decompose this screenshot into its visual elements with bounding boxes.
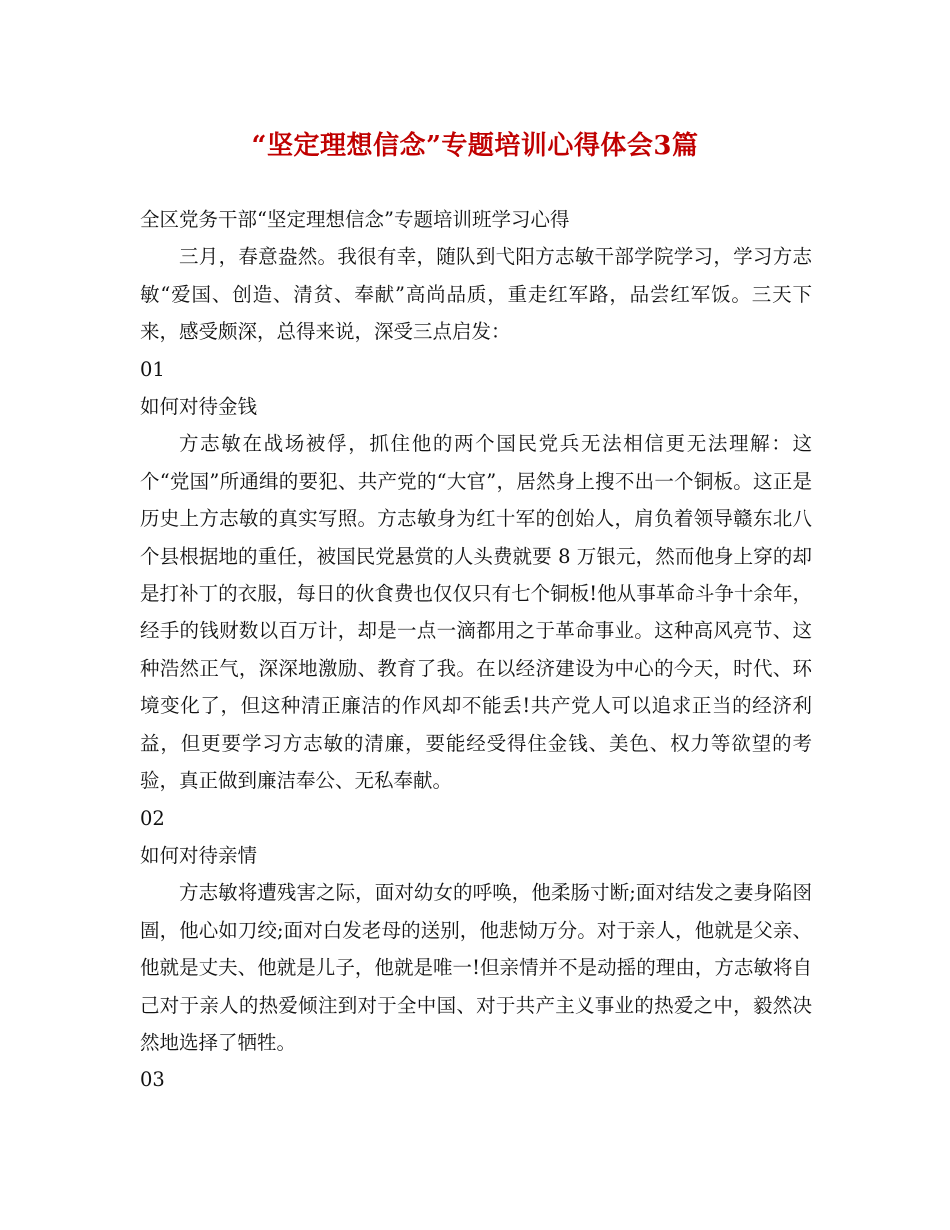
section-heading: 如何对待金钱: [140, 395, 258, 419]
section-number: 03: [140, 1068, 165, 1092]
section-number: 01: [140, 357, 165, 381]
section-heading: 如何对待亲情: [140, 843, 258, 867]
section-paragraph: 方志敏在战场被俘，抓住他的两个国民党兵无法相信更无法理解：这个“党国”所通缉的要犯、共产党的“大官”，居然身上搜不出一个铜板。这正是历史上方志敏的真实写照。方志敏身为红十军的创始人，肩负着领导赣东北八个县根据地的重任，被国民党悬赏的人头费就要 8 万银元，然而他身上穿的却是打补丁的衣服，每日的伙食费也仅仅只有七个铜板!他从事革命斗争十余年，经手的钱财数以百万计，却是一点一滴都用之于革命事业。这种高风亮节、这种浩然正气，深深地激励、教育了我。在以经济建设为中心的今天，时代、环境变化了，但这种清正廉洁的作风却不能丢!共产党人可以追求正当的经济利益，但更要学习方志敏的清廉，要能经受得住金钱、美色、权力等欲望的考验，真正做到廉洁奉公、无私奉献。: [140, 432, 812, 793]
intro-paragraph: 三月，春意盎然。我很有幸，随队到弋阳方志敏干部学院学习，学习方志敏“爱国、创造、清贫、奉献”高尚品质，重走红军路，品尝红军饭。三天下来，感受颇深，总得来说，深受三点启发：: [140, 245, 812, 344]
section-number: 02: [140, 806, 165, 830]
document-subtitle: 全区党务干部“坚定理想信念”专题培训班学习心得: [140, 208, 570, 231]
section-paragraph: 方志敏将遭残害之际，面对幼女的呼唤，他柔肠寸断;面对结发之妻身陷囹圄，他心如刀绞;面对白发老母的送别，他悲恸万分。对于亲人，他就是父亲、他就是丈夫、他就是儿子，他就是唯一!但亲情并不是动摇的理由，方志敏将自己对于亲人的热爱倾注到对于全中国、对于共产主义事业的热爱之中，毅然决然地选择了牺牲。: [140, 881, 812, 1054]
document-body: [140, 201, 812, 1099]
document-title: “坚定理想信念”专题培训心得体会3篇: [251, 131, 699, 161]
